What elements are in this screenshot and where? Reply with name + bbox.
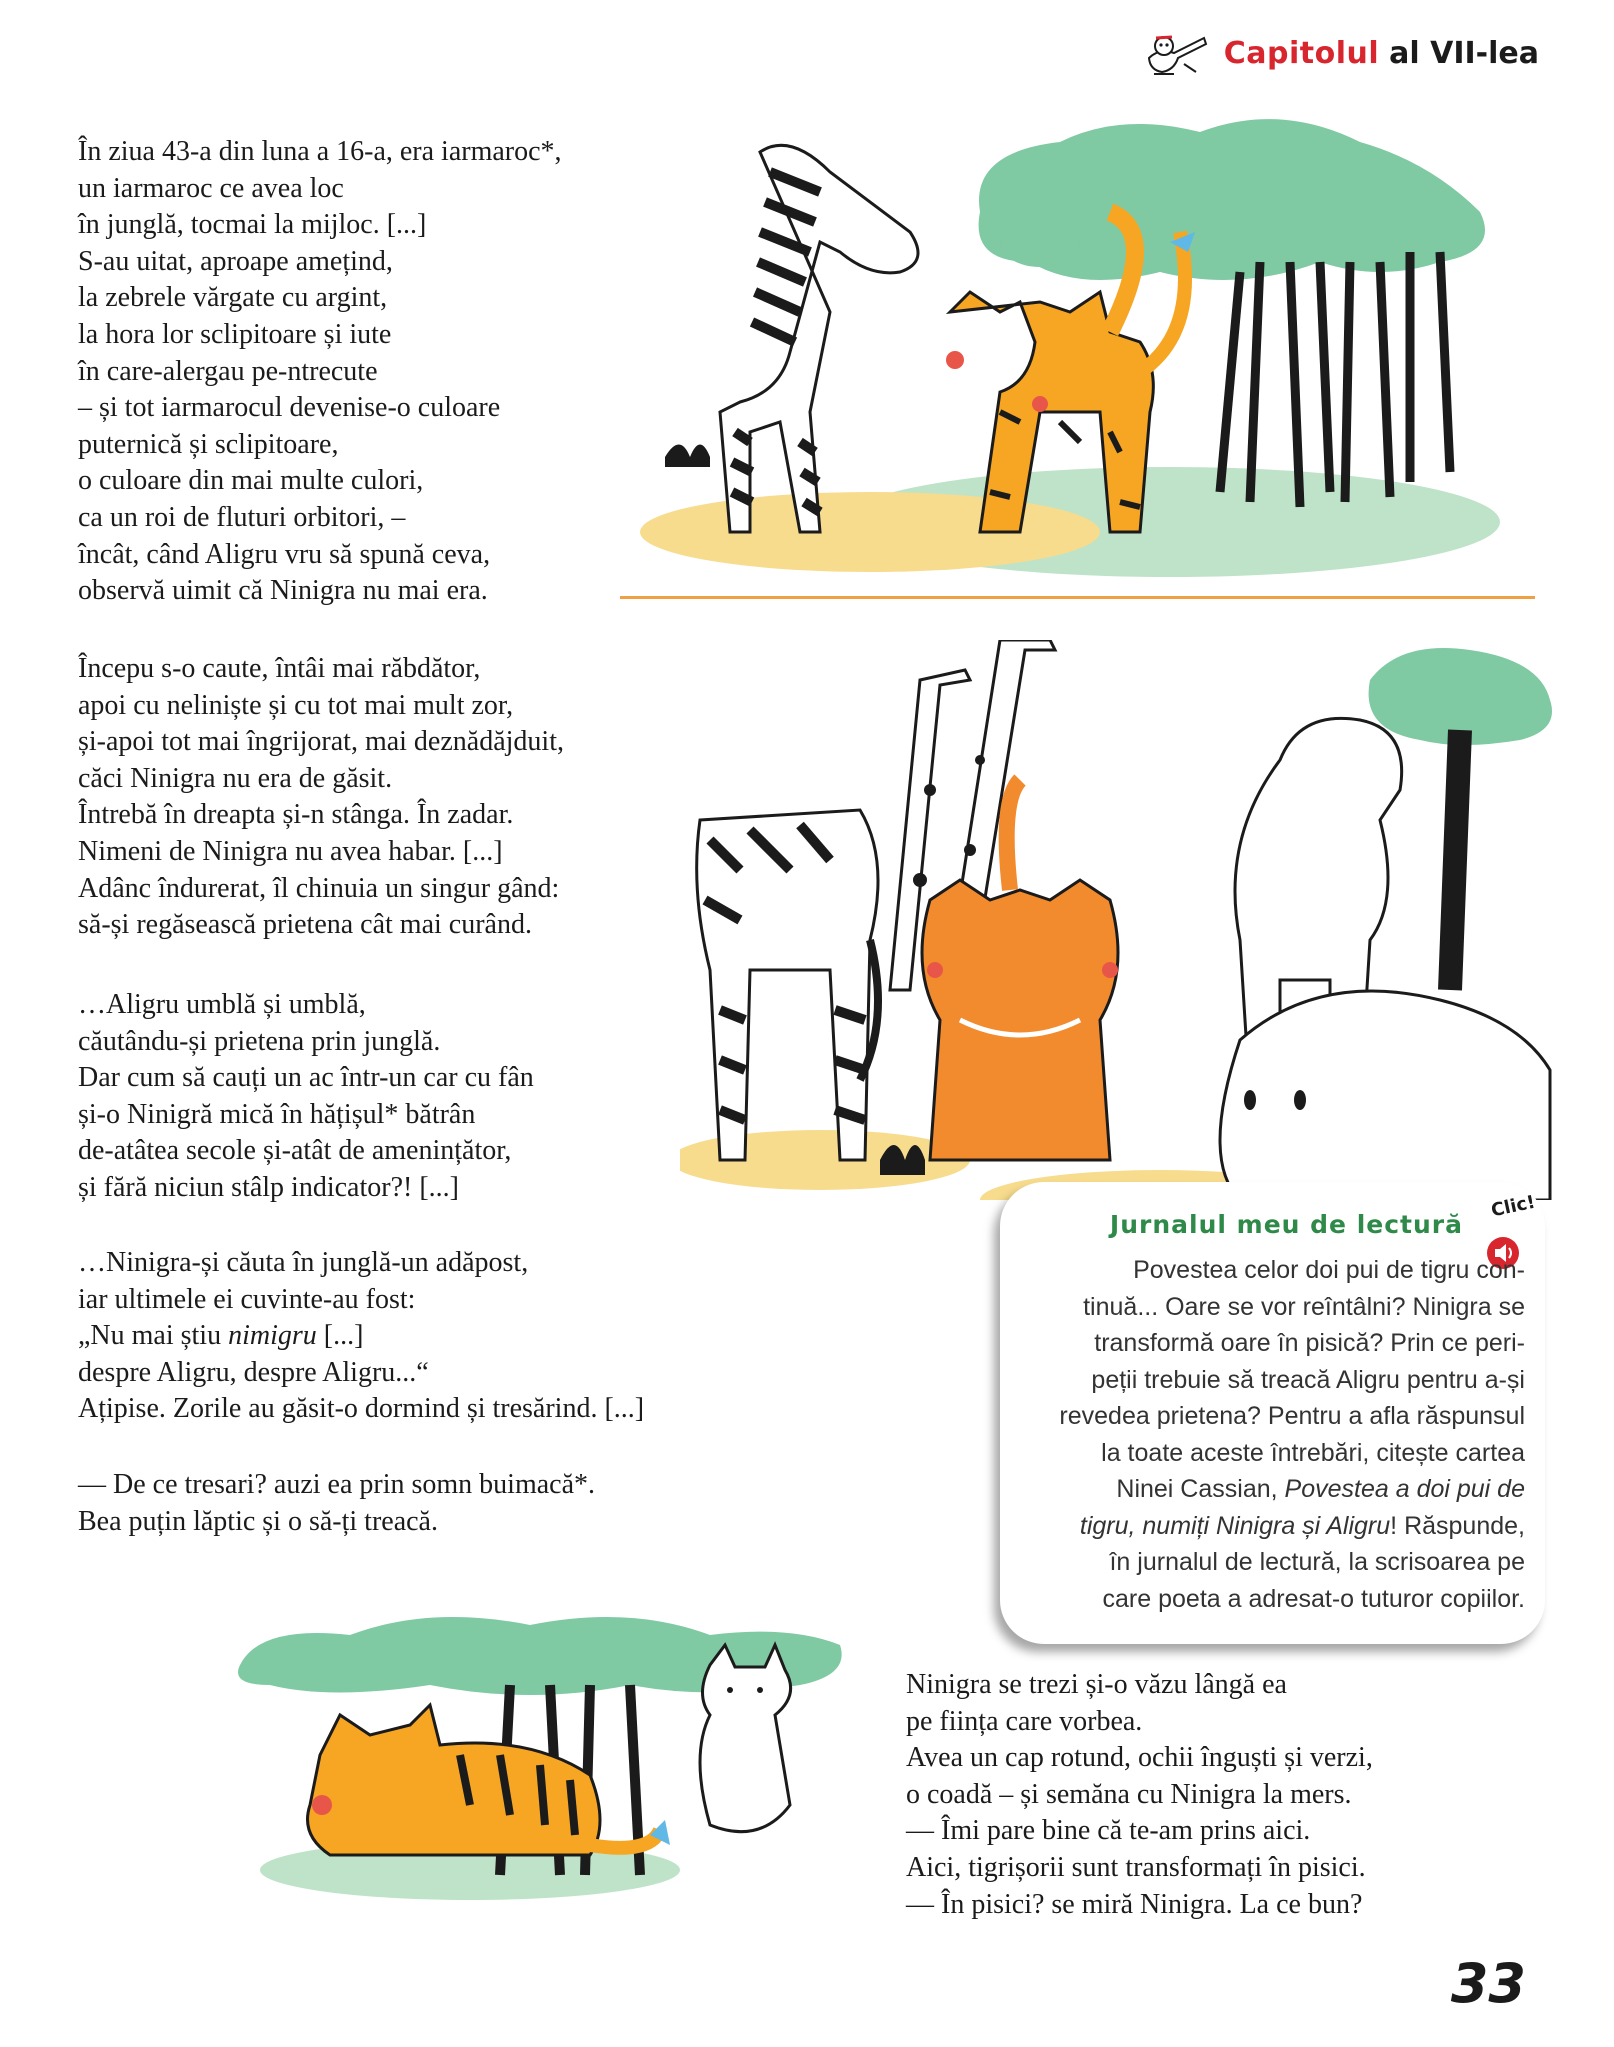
journal-line: în jurnalul de lectură, la scrisoarea pe: [1109, 1548, 1525, 1576]
poem-line: – și tot iarmarocul devenise-o culoare: [78, 392, 501, 424]
poem-line: — În pisici? se miră Ninigra. La ce bun?: [906, 1888, 1363, 1920]
tree-trunks: [1220, 252, 1450, 507]
poem-text: [...]: [316, 1320, 364, 1352]
poem-line: în care-alergau pe-ntrecute: [78, 355, 378, 387]
poem-line: la zebrele vărgate cu argint,: [78, 282, 388, 314]
poem-stanza-6: [906, 1667, 1373, 1923]
illustration-zebra-tigers: [640, 112, 1540, 592]
poem-line: Ninigra se trezi și-o văzu lângă ea: [906, 1669, 1287, 1700]
poem-line: Nimeni de Ninigra nu avea habar. [...]: [78, 835, 503, 867]
journal-line: tinuă... Oare se vor reîntâlni? Ninigra se: [1083, 1292, 1525, 1321]
poem-line: pe ființa care vorbea.: [906, 1705, 1143, 1737]
sand-patch: [640, 492, 1100, 572]
journal-line: [1022, 1508, 1525, 1545]
poem-line: Aici, tigrișorii sunt transformați în pisici.: [906, 1851, 1366, 1883]
book-title-italic: Povestea a doi pui de: [1284, 1475, 1525, 1503]
chapter-number: al VII-lea: [1389, 35, 1539, 71]
illustration-sleeping-tiger: [230, 1605, 870, 1905]
bush: [665, 445, 710, 468]
poem-line: Avea un cap rotund, ochii înguști și verzi,: [906, 1742, 1373, 1774]
sleeping-tiger: [308, 1705, 671, 1855]
journal-line: care poeta a adresat-o tuturor copiilor.: [1102, 1584, 1525, 1613]
poem-line: de-atâtea secole și-atât de amenințător,: [78, 1135, 512, 1167]
poem-line: …Aligru umblă și umblă,: [78, 989, 366, 1020]
tree-canopy-small: [1000, 217, 1080, 267]
poem-stanza-2: [78, 651, 564, 944]
zebra-rear: [697, 810, 878, 1160]
section-divider: [620, 596, 1535, 599]
journal-line: transformă oare în pisică? Prin ce peri-: [1094, 1329, 1525, 1357]
illustrator-mascot-icon: [1144, 28, 1214, 78]
poem-line: Adânc îndurerat, îl chinuia un singur gând:: [78, 872, 560, 904]
poem-line: apoi cu neliniște și cu tot mai mult zor,: [78, 689, 514, 721]
clic-label[interactable]: Clic!: [1488, 1191, 1537, 1222]
poem-line: Dar cum să cauți un ac într-un car cu fân: [78, 1062, 534, 1094]
poem-line: și-apoi tot mai îngrijorat, mai deznădăjduit,: [78, 726, 564, 758]
poem-italic-word: nimigru: [228, 1320, 317, 1352]
journal-line: revedea prietena? Pentru a afla răspunsul: [1059, 1402, 1525, 1430]
reading-journal-box: [1000, 1182, 1545, 1644]
poem-line: S-au uitat, aproape amețind,: [78, 245, 393, 277]
journal-text-span: Ninei Cassian,: [1116, 1475, 1285, 1503]
poem-line: să-și regăsească prietena cât mai curând.: [78, 909, 532, 941]
poem-line: Începu s-o caute, întâi mai răbdător,: [78, 653, 481, 684]
poem-line: Bea puțin lăptic și o să-ți treacă.: [78, 1505, 438, 1537]
poem-text: „Nu mai știu: [78, 1320, 229, 1352]
chapter-word: Capitolul: [1223, 35, 1380, 71]
journal-text: [1022, 1252, 1525, 1617]
poem-line: la hora lor sclipitoare și iute: [78, 318, 392, 350]
poem-line: — Îmi pare bine că te-am prins aici.: [906, 1815, 1311, 1847]
poem-line: — De ce tresari? auzi ea prin somn buimacă*.: [78, 1469, 596, 1500]
poem-stanza-3: [78, 987, 534, 1207]
journal-text-span: ! Răspunde,: [1390, 1511, 1525, 1540]
poem-line: căutându-și prietena prin junglă.: [78, 1025, 441, 1057]
poem-line: observă uimit că Ninigra nu mai era.: [78, 575, 488, 607]
poem-line: În ziua 43-a din luna a 16-a, era iarmaroc*,: [78, 136, 562, 167]
chapter-header: [1144, 28, 1539, 78]
zebra: [720, 145, 918, 532]
poem-stanza-4: [78, 1245, 644, 1428]
poem-stanza-1: [78, 134, 562, 610]
tree-trunk: [1450, 730, 1460, 990]
tigers-hugging: [922, 780, 1118, 1160]
journal-line: peții trebuie să treacă Aligru pentru a-și: [1091, 1365, 1525, 1394]
poem-line: căci Ninigra nu era de găsit.: [78, 762, 393, 794]
poem-line: …Ninigra-și căuta în junglă-un adăpost,: [78, 1247, 529, 1278]
poem-line: despre Aligru, despre Aligru...“: [78, 1356, 429, 1388]
poem-line: Ațipise. Zorile au găsit-o dormind și tresărind. [...]: [78, 1393, 645, 1425]
poem-line: [78, 1318, 644, 1355]
poem-line: în junglă, tocmai la mijloc. [...]: [78, 209, 427, 241]
poem-line: un iarmaroc ce avea loc: [78, 172, 344, 204]
poem-line: o culoare din mai multe culori,: [78, 465, 424, 497]
journal-line: Povestea celor doi pui de tigru con-: [1133, 1256, 1525, 1284]
poem-line: și fără niciun stâlp indicator?! [...]: [78, 1171, 459, 1203]
poem-line: Întrebă în dreapta și-n stânga. În zadar.: [78, 799, 514, 831]
book-title-italic: tigru, numiți Ninigra și Aligru: [1079, 1511, 1391, 1540]
poem-line: ca un roi de fluturi orbitori, –: [78, 501, 406, 533]
poem-line: încât, când Aligru vru să spună ceva,: [78, 538, 491, 570]
hippo: [1220, 991, 1550, 1200]
journal-title: Jurnalul meu de lectură: [1109, 1210, 1463, 1239]
poem-line: puternică și sclipitoare,: [78, 428, 339, 460]
journal-line: [1022, 1471, 1525, 1508]
poem-line: iar ultimele ei cuvinte-au fost:: [78, 1283, 416, 1315]
poem-line: și-o Ninigră mică în hățișul* bătrân: [78, 1098, 476, 1130]
white-cat: [700, 1645, 791, 1832]
poem-stanza-5: [78, 1467, 595, 1540]
page-number: 33: [1450, 1952, 1526, 2015]
illustration-jungle-reunion: [680, 640, 1560, 1200]
poem-line: o coadă – și semăna cu Ninigra la mers.: [906, 1778, 1352, 1810]
journal-line: la toate aceste întrebări, citește cartea: [1101, 1438, 1525, 1467]
